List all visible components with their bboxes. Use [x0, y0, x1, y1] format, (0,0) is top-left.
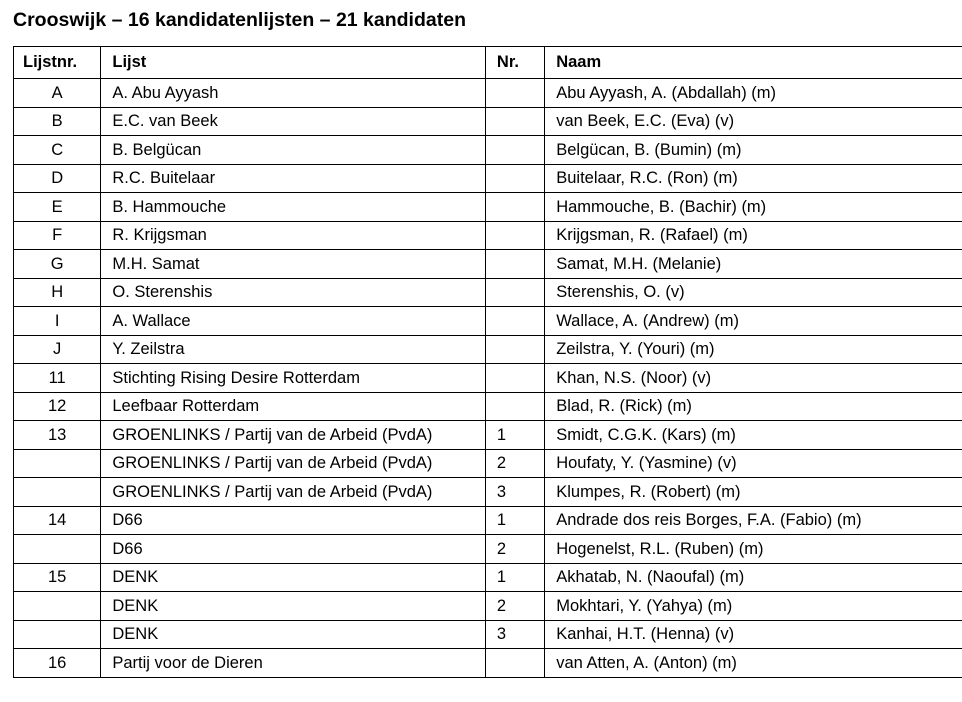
cell-lijst: E.C. van Beek: [101, 107, 486, 136]
cell-naam: Khan, N.S. (Noor) (v): [545, 364, 962, 393]
cell-lijst: Y. Zeilstra: [101, 335, 486, 364]
table-row: [14, 164, 962, 193]
table-row: [14, 221, 962, 250]
cell-naam: Belgücan, B. (Bumin) (m): [545, 136, 962, 165]
table-row: [14, 563, 962, 592]
cell-naam: Samat, M.H. (Melanie): [545, 250, 962, 279]
cell-lijstnr: [14, 535, 101, 564]
cell-nr: [485, 164, 544, 193]
cell-lijstnr: 14: [14, 506, 101, 535]
cell-naam: Wallace, A. (Andrew) (m): [545, 307, 962, 336]
cell-naam: Smidt, C.G.K. (Kars) (m): [545, 421, 962, 450]
cell-lijst: DENK: [101, 563, 486, 592]
cell-naam: Buitelaar, R.C. (Ron) (m): [545, 164, 962, 193]
cell-lijst: B. Belgücan: [101, 136, 486, 165]
table-row: [14, 649, 962, 678]
cell-lijst: Partij voor de Dieren: [101, 649, 486, 678]
cell-lijst: DENK: [101, 592, 486, 621]
cell-lijst: D66: [101, 535, 486, 564]
cell-lijst: A. Abu Ayyash: [101, 79, 486, 108]
cell-lijst: R. Krijgsman: [101, 221, 486, 250]
cell-lijst: O. Sterenshis: [101, 278, 486, 307]
table-row: [14, 250, 962, 279]
table-row: [14, 136, 962, 165]
cell-naam: van Atten, A. (Anton) (m): [545, 649, 962, 678]
cell-nr: [485, 136, 544, 165]
cell-nr: 2: [485, 449, 544, 478]
cell-lijstnr: [14, 449, 101, 478]
cell-naam: Krijgsman, R. (Rafael) (m): [545, 221, 962, 250]
table-row: [14, 449, 962, 478]
cell-lijst: A. Wallace: [101, 307, 486, 336]
cell-lijst: B. Hammouche: [101, 193, 486, 222]
table-row: [14, 79, 962, 108]
table-header-row: [14, 47, 962, 79]
table-row: [14, 193, 962, 222]
header-naam: Naam: [545, 47, 962, 79]
table-row: [14, 278, 962, 307]
cell-lijstnr: F: [14, 221, 101, 250]
table-row: [14, 364, 962, 393]
cell-lijst: Leefbaar Rotterdam: [101, 392, 486, 421]
cell-naam: Sterenshis, O. (v): [545, 278, 962, 307]
table-row: [14, 335, 962, 364]
table-row: [14, 506, 962, 535]
cell-nr: 1: [485, 563, 544, 592]
table-row: [14, 592, 962, 621]
header-lijstnr: Lijstnr.: [14, 47, 101, 79]
cell-lijst: Stichting Rising Desire Rotterdam: [101, 364, 486, 393]
table-row: [14, 307, 962, 336]
candidates-table: [13, 46, 962, 678]
cell-lijstnr: 11: [14, 364, 101, 393]
cell-naam: van Beek, E.C. (Eva) (v): [545, 107, 962, 136]
table-row: [14, 620, 962, 649]
cell-naam: Hogenelst, R.L. (Ruben) (m): [545, 535, 962, 564]
cell-nr: 1: [485, 421, 544, 450]
cell-lijst: M.H. Samat: [101, 250, 486, 279]
cell-lijstnr: G: [14, 250, 101, 279]
cell-lijstnr: 15: [14, 563, 101, 592]
cell-lijstnr: 13: [14, 421, 101, 450]
cell-naam: Akhatab, N. (Naoufal) (m): [545, 563, 962, 592]
cell-naam: Mokhtari, Y. (Yahya) (m): [545, 592, 962, 621]
table-row: [14, 421, 962, 450]
cell-naam: Kanhai, H.T. (Henna) (v): [545, 620, 962, 649]
cell-lijstnr: A: [14, 79, 101, 108]
cell-nr: [485, 250, 544, 279]
cell-lijstnr: 16: [14, 649, 101, 678]
cell-lijst: R.C. Buitelaar: [101, 164, 486, 193]
header-nr: Nr.: [485, 47, 544, 79]
table-row: [14, 392, 962, 421]
cell-nr: 2: [485, 592, 544, 621]
cell-nr: [485, 307, 544, 336]
cell-lijstnr: J: [14, 335, 101, 364]
cell-nr: [485, 392, 544, 421]
cell-nr: [485, 79, 544, 108]
cell-lijstnr: B: [14, 107, 101, 136]
cell-nr: [485, 193, 544, 222]
cell-nr: [485, 335, 544, 364]
cell-nr: [485, 107, 544, 136]
cell-nr: [485, 221, 544, 250]
cell-lijst: DENK: [101, 620, 486, 649]
cell-naam: Hammouche, B. (Bachir) (m): [545, 193, 962, 222]
table-row: [14, 478, 962, 507]
cell-nr: 3: [485, 478, 544, 507]
header-lijst: Lijst: [101, 47, 486, 79]
cell-lijstnr: C: [14, 136, 101, 165]
cell-lijst: GROENLINKS / Partij van de Arbeid (PvdA): [101, 421, 486, 450]
cell-lijstnr: [14, 592, 101, 621]
cell-lijst: D66: [101, 506, 486, 535]
cell-lijst: GROENLINKS / Partij van de Arbeid (PvdA): [101, 478, 486, 507]
cell-naam: Abu Ayyash, A. (Abdallah) (m): [545, 79, 962, 108]
cell-nr: [485, 364, 544, 393]
cell-lijstnr: H: [14, 278, 101, 307]
cell-nr: 1: [485, 506, 544, 535]
cell-lijstnr: E: [14, 193, 101, 222]
cell-lijstnr: [14, 478, 101, 507]
cell-lijstnr: 12: [14, 392, 101, 421]
cell-nr: [485, 649, 544, 678]
cell-nr: 2: [485, 535, 544, 564]
cell-naam: Klumpes, R. (Robert) (m): [545, 478, 962, 507]
cell-lijstnr: I: [14, 307, 101, 336]
cell-naam: Zeilstra, Y. (Youri) (m): [545, 335, 962, 364]
cell-naam: Blad, R. (Rick) (m): [545, 392, 962, 421]
cell-naam: Houfaty, Y. (Yasmine) (v): [545, 449, 962, 478]
cell-lijst: GROENLINKS / Partij van de Arbeid (PvdA): [101, 449, 486, 478]
cell-nr: [485, 278, 544, 307]
cell-nr: 3: [485, 620, 544, 649]
cell-lijstnr: D: [14, 164, 101, 193]
page-title: Crooswijk – 16 kandidatenlijsten – 21 kandidaten: [13, 9, 466, 31]
table-row: [14, 535, 962, 564]
table-row: [14, 107, 962, 136]
cell-naam: Andrade dos reis Borges, F.A. (Fabio) (m): [545, 506, 962, 535]
cell-lijstnr: [14, 620, 101, 649]
